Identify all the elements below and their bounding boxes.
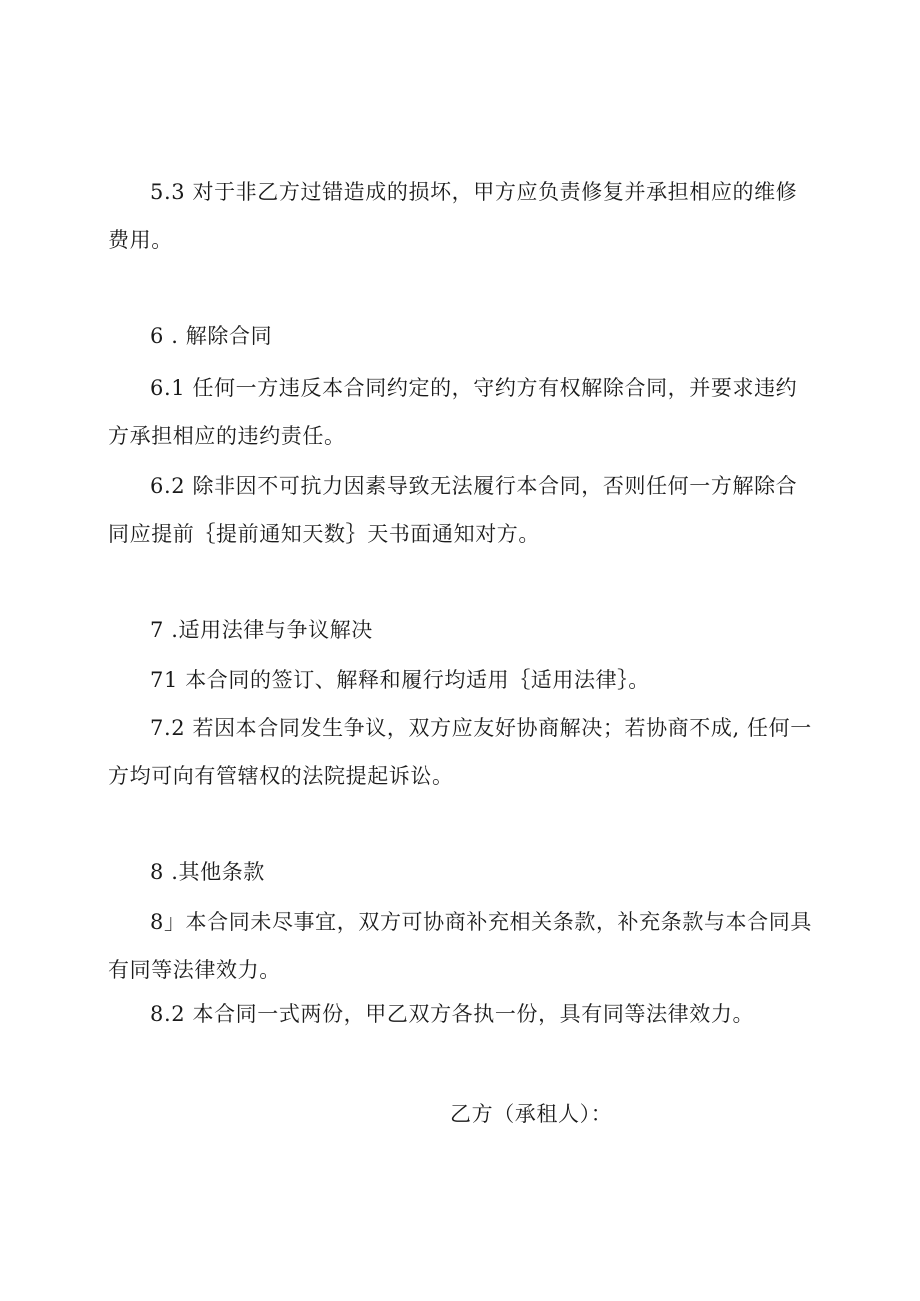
clause-6-2-line-2: 同应提前｛提前通知天数｝天书面通知对方。 (108, 522, 540, 546)
clause-6-2 (108, 462, 818, 558)
section-7-heading: 7 .适用法律与争议解决 (150, 618, 373, 642)
clause-7-2-line-2: 方均可向有管辖权的法院提起诉讼。 (108, 764, 454, 788)
clause-5-3-line-1: 5.3 对于非乙方过错造成的损坏，甲方应负责修复并承担相应的维修 (150, 180, 798, 204)
clause-7-1 (108, 656, 818, 704)
clause-7-2 (108, 704, 818, 800)
clause-6-2-line-1: 6.2 除非因不可抗力因素导致无法履行本合同，否则任何一方解除合 (150, 474, 798, 498)
section-8-heading: 8 .其他条款 (150, 860, 265, 884)
clause-6-1-line-1: 6.1 任何一方违反本合同约定的，守约方有权解除合同，并要求违约 (150, 376, 798, 400)
section-6-heading: 6 . 解除合同 (150, 324, 273, 348)
clause-6-1 (108, 364, 818, 460)
clause-8-1-line-1: 8」本合同未尽事宜，双方可协商补充相关条款，补充条款与本合同具 (150, 910, 812, 934)
clause-8-2 (108, 990, 818, 1038)
clause-7-1-line-1: 71 本合同的签订、解释和履行均适用｛适用法律｝。 (150, 668, 650, 692)
clause-8-1 (108, 898, 818, 994)
clause-8-1-line-2: 有同等法律效力。 (108, 958, 281, 982)
clause-5-3 (108, 168, 818, 264)
party-b-signature-label: 乙方（承租人）： (450, 1102, 613, 1126)
clause-8-2-line-1: 8.2 本合同一式两份，甲乙双方各执一份，具有同等法律效力。 (150, 1002, 755, 1026)
clause-5-3-line-2: 费用。 (108, 228, 173, 252)
clause-7-2-line-1: 7.2 若因本合同发生争议，双方应友好协商解决；若协商不成, 任何一 (150, 716, 812, 740)
clause-6-1-line-2: 方承担相应的违约责任。 (108, 424, 346, 448)
